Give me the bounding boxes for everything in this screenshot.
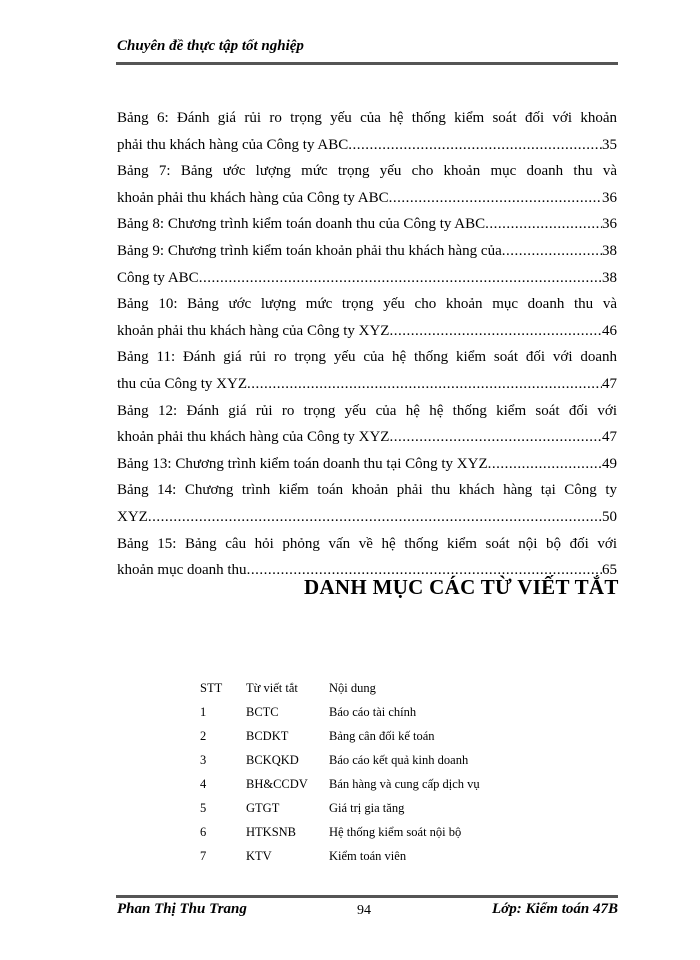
toc-line: Bảng 7: Bảng ước lượng mức trọng yếu cho khoản mục doanh thu và [117,163,617,180]
toc-dot-leader [148,504,602,531]
toc-line [117,424,617,451]
row-meaning: Báo cáo kết quả kinh doanh [329,753,469,767]
abbreviations-section-title: DANH MỤC CÁC TỪ VIẾT TẮT [304,575,619,599]
toc-page-number: 47 [602,429,617,446]
toc-line [117,238,617,265]
toc-line-text: XYZ [117,508,148,525]
row-stt: 4 [200,777,207,791]
toc-dot-leader [485,211,602,238]
toc-line [117,371,617,398]
abbreviation-row [200,748,480,772]
row-abbreviation: BCDKT [246,729,289,743]
abbreviation-row [200,724,480,748]
footer-rule [116,895,618,898]
header-meaning: Nội dung [329,681,376,695]
row-stt: 2 [200,729,207,743]
row-meaning: Giá trị gia tăng [329,801,405,815]
row-meaning: Bảng cân đối kế toán [329,729,435,743]
toc-line-text: Công ty ABC [117,269,199,286]
toc-page-number: 50 [602,508,617,525]
abbreviation-row [200,844,480,868]
toc-line-text: khoản phải thu khách hàng của Công ty XYZ [117,429,390,446]
toc-line-text: Bảng 8: Chương trình kiểm toán doanh thu của Công ty ABC [117,216,486,233]
toc-line-text: khoản mục doanh thu [117,562,247,579]
toc-page-number: 36 [602,216,617,233]
abbreviation-row [200,796,480,820]
toc-page-number: 38 [602,269,617,286]
toc-line [117,132,617,159]
row-meaning: Báo cáo tài chính [329,705,417,719]
toc-page-number: 47 [602,375,617,392]
toc-dot-leader [502,238,602,265]
footer-author: Phan Thị Thu Trang [117,901,247,917]
table-of-contents-list [117,105,617,584]
abbreviations-table [200,676,480,868]
row-meaning: Hệ thống kiểm soát nội bộ [329,825,462,839]
row-abbreviation: BH&CCDV [246,777,308,791]
toc-line: Bảng 10: Bảng ước lượng mức trọng yếu cho khoản mục doanh thu và [117,296,617,313]
header-abbreviation: Từ viết tắt [246,681,298,695]
toc-line [117,318,617,345]
row-stt: 7 [200,849,207,863]
abbreviation-row [200,820,480,844]
toc-line [117,265,617,292]
toc-line [117,451,617,478]
row-abbreviation: BCTC [246,705,279,719]
abbreviation-row [200,700,480,724]
toc-page-number: 49 [602,455,617,472]
toc-line-text: Bảng 13: Chương trình kiểm toán doanh thu tại Công ty XYZ [117,455,488,472]
row-abbreviation: GTGT [246,801,280,815]
document-header-title: Chuyên đề thực tập tốt nghiệp [117,38,304,54]
toc-line-text: Bảng 9: Chương trình kiểm toán khoản phải thu khách hàng của [117,242,502,259]
toc-line: Bảng 14: Chương trình kiểm toán khoản phải thu khách hàng tại Công ty [117,482,617,499]
row-abbreviation: KTV [246,849,272,863]
toc-page-number: 38 [602,242,617,259]
abbreviation-row [200,772,480,796]
row-abbreviation: BCKQKD [246,753,299,767]
toc-dot-leader [247,371,602,398]
toc-line [117,504,617,531]
toc-line-text: khoản phải thu khách hàng của Công ty ABC [117,189,389,206]
toc-line: Bảng 11: Đánh giá rủi ro trọng yếu của hệ thống kiểm soát đối với doanh [117,349,617,366]
toc-line: Bảng 12: Đánh giá rủi ro trọng yếu của hệ hệ thống kiểm soát đối với [117,402,617,419]
toc-dot-leader [389,185,602,212]
toc-page-number: 36 [602,189,617,206]
toc-dot-leader [348,132,602,159]
toc-line [117,185,617,212]
header-rule [116,62,618,65]
footer-class-name: Lớp: Kiểm toán 47B [492,901,618,917]
row-stt: 1 [200,705,207,719]
row-meaning: Bán hàng và cung cấp dịch vụ [329,777,480,791]
toc-page-number: 46 [602,322,617,339]
toc-line-text: khoản phải thu khách hàng của Công ty XYZ [117,322,390,339]
row-stt: 3 [200,753,207,767]
toc-line [117,211,617,238]
row-stt: 6 [200,825,207,839]
toc-page-number: 65 [602,562,617,579]
toc-line: Bảng 6: Đánh giá rủi ro trọng yếu của hệ thống kiểm soát đối với khoản [117,110,617,126]
toc-dot-leader [199,265,602,292]
row-meaning: Kiểm toán viên [329,849,407,863]
toc-dot-leader [488,451,602,478]
abbreviations-header-row [200,676,480,700]
footer-page-number: 94 [357,903,371,918]
toc-dot-leader [389,424,602,451]
toc-line-text: phải thu khách hàng của Công ty ABC [117,136,349,153]
row-abbreviation: HTKSNB [246,825,297,839]
toc-dot-leader [389,318,602,345]
row-stt: 5 [200,801,207,815]
toc-line-text: thu của Công ty XYZ [117,375,247,392]
toc-page-number: 35 [602,136,617,153]
header-stt: STT [200,681,223,695]
toc-line: Bảng 15: Bảng câu hỏi phỏng vấn về hệ thống kiểm soát nội bộ đối với [117,535,617,552]
